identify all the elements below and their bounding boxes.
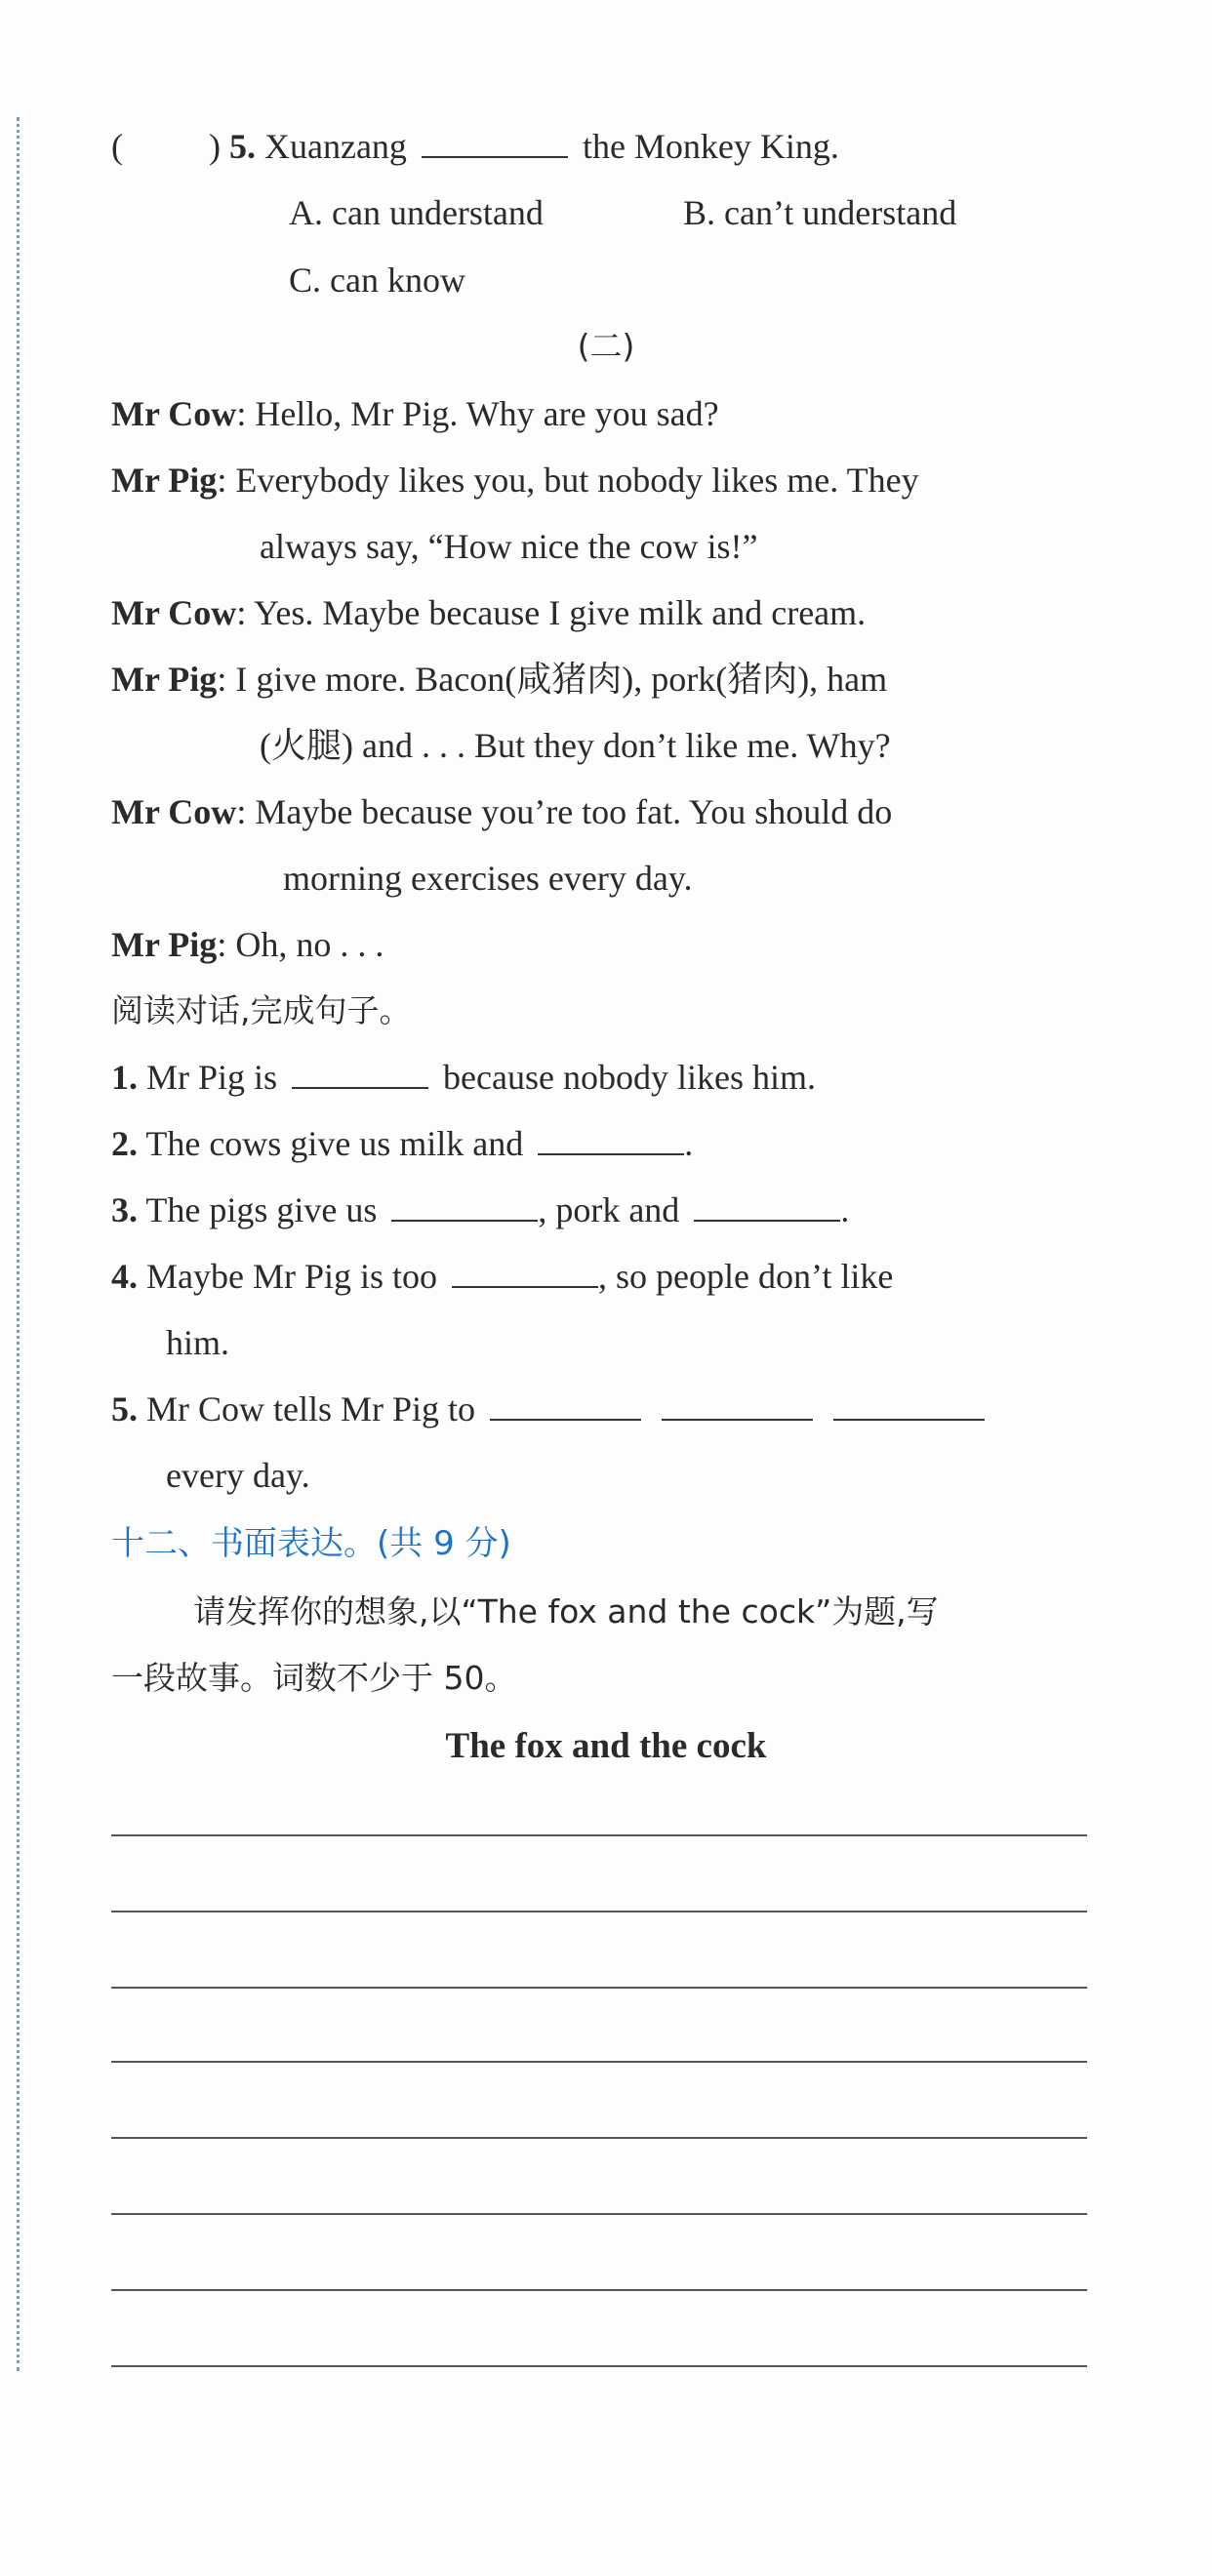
speaker: Mr Cow (111, 792, 237, 831)
sentence-number: 2. (111, 1124, 138, 1163)
essay-title: The fox and the cock (445, 1726, 767, 1766)
writing-prompt: 请发挥你的想象,以“The fox and the cock”为题,写 (193, 1592, 939, 1630)
sentence-text: . (684, 1124, 694, 1163)
dialogue-line (111, 923, 384, 966)
dialogue-text: I give more. Bacon(咸猪肉), pork(猪肉), ham (235, 660, 888, 699)
question-5-stem (111, 125, 839, 168)
sentence-text: Maybe Mr Pig is too (146, 1257, 438, 1296)
dialogue-text: Everybody likes you, but nobody likes me. They (235, 461, 919, 500)
dialogue-line (111, 459, 919, 502)
writing-line[interactable] (111, 2061, 1087, 2063)
writing-line[interactable] (111, 1834, 1087, 1836)
sentence-5 (111, 1388, 990, 1430)
speaker-sep: : (236, 792, 247, 831)
sentence-text: The cows give us milk and (145, 1124, 524, 1163)
blank[interactable] (292, 1058, 428, 1089)
speaker: Mr Cow (111, 394, 237, 433)
sentence-number: 5. (111, 1389, 138, 1429)
speaker-sep: : (217, 461, 227, 500)
writing-line[interactable] (111, 1911, 1087, 1912)
speaker: Mr Cow (111, 593, 237, 632)
sentence-2 (111, 1122, 693, 1165)
dialogue-line (111, 392, 719, 435)
speaker-sep: : (236, 394, 247, 433)
option-a: A. can understand (289, 193, 544, 232)
sentence-text: , pork and (538, 1190, 680, 1229)
blank[interactable] (391, 1190, 538, 1222)
sentence-text: Mr Cow tells Mr Pig to (146, 1389, 476, 1429)
writing-line[interactable] (111, 2213, 1087, 2215)
writing-heading: 十二、书面表达。(共 9 分) (111, 1524, 511, 1563)
dialogue-text: Yes. Maybe because I give milk and cream. (254, 593, 867, 632)
sentence-4 (111, 1255, 893, 1298)
speaker-sep: : (236, 593, 247, 632)
writing-line[interactable] (111, 2365, 1087, 2367)
sentence-text: because nobody likes him. (443, 1058, 816, 1097)
dialogue-text: Maybe because you’re too fat. You should do (255, 792, 893, 831)
answer-paren-open: ( (111, 127, 123, 166)
dialogue-continuation: (火腿) and . . . But they don’t like me. Why? (260, 726, 891, 765)
instruction: 阅读对话,完成句子。 (111, 991, 412, 1029)
section-marker: (二) (577, 327, 635, 365)
speaker-sep: : (217, 925, 227, 964)
sentence-number: 3. (111, 1190, 138, 1229)
sentence-number: 4. (111, 1257, 138, 1296)
blank[interactable] (490, 1389, 641, 1421)
writing-prompt: 一段故事。词数不少于 50。 (111, 1659, 517, 1697)
blank[interactable] (662, 1389, 813, 1421)
answer-paren-close: ) (209, 127, 221, 166)
speaker-sep: : (217, 660, 227, 699)
speaker: Mr Pig (111, 925, 218, 964)
dialogue-continuation: morning exercises every day. (283, 859, 693, 898)
dialogue-line (111, 658, 887, 701)
sentence-1 (111, 1056, 816, 1099)
speaker: Mr Pig (111, 660, 218, 699)
option-b: B. can’t understand (683, 193, 957, 232)
stem-after: the Monkey King. (582, 127, 839, 166)
sentence-3 (111, 1188, 849, 1231)
sentence-text: The pigs give us (145, 1190, 378, 1229)
speaker: Mr Pig (111, 461, 218, 500)
dialogue-continuation: always say, “How nice the cow is!” (260, 527, 758, 566)
dialogue-text: Hello, Mr Pig. Why are you sad? (255, 394, 719, 433)
writing-line[interactable] (111, 2137, 1087, 2139)
sentence-text: , so people don’t like (598, 1257, 894, 1296)
sentence-continuation: every day. (166, 1456, 310, 1495)
binding-dotted-line (17, 117, 20, 2371)
blank[interactable] (452, 1257, 598, 1288)
writing-line[interactable] (111, 2289, 1087, 2291)
sentence-text: Mr Pig is (146, 1058, 278, 1097)
dialogue-line (111, 591, 866, 634)
stem-before: Xuanzang (264, 127, 407, 166)
sentence-text: . (840, 1190, 850, 1229)
question-number: 5. (229, 127, 256, 166)
blank[interactable] (422, 127, 568, 158)
blank[interactable] (833, 1389, 985, 1421)
option-c: C. can know (289, 261, 465, 300)
blank[interactable] (694, 1190, 840, 1222)
sentence-continuation: him. (166, 1323, 230, 1362)
dialogue-line (111, 790, 892, 833)
writing-line[interactable] (111, 1987, 1087, 1989)
dialogue-text: Oh, no . . . (235, 925, 384, 964)
sentence-number: 1. (111, 1058, 138, 1097)
blank[interactable] (538, 1124, 684, 1155)
